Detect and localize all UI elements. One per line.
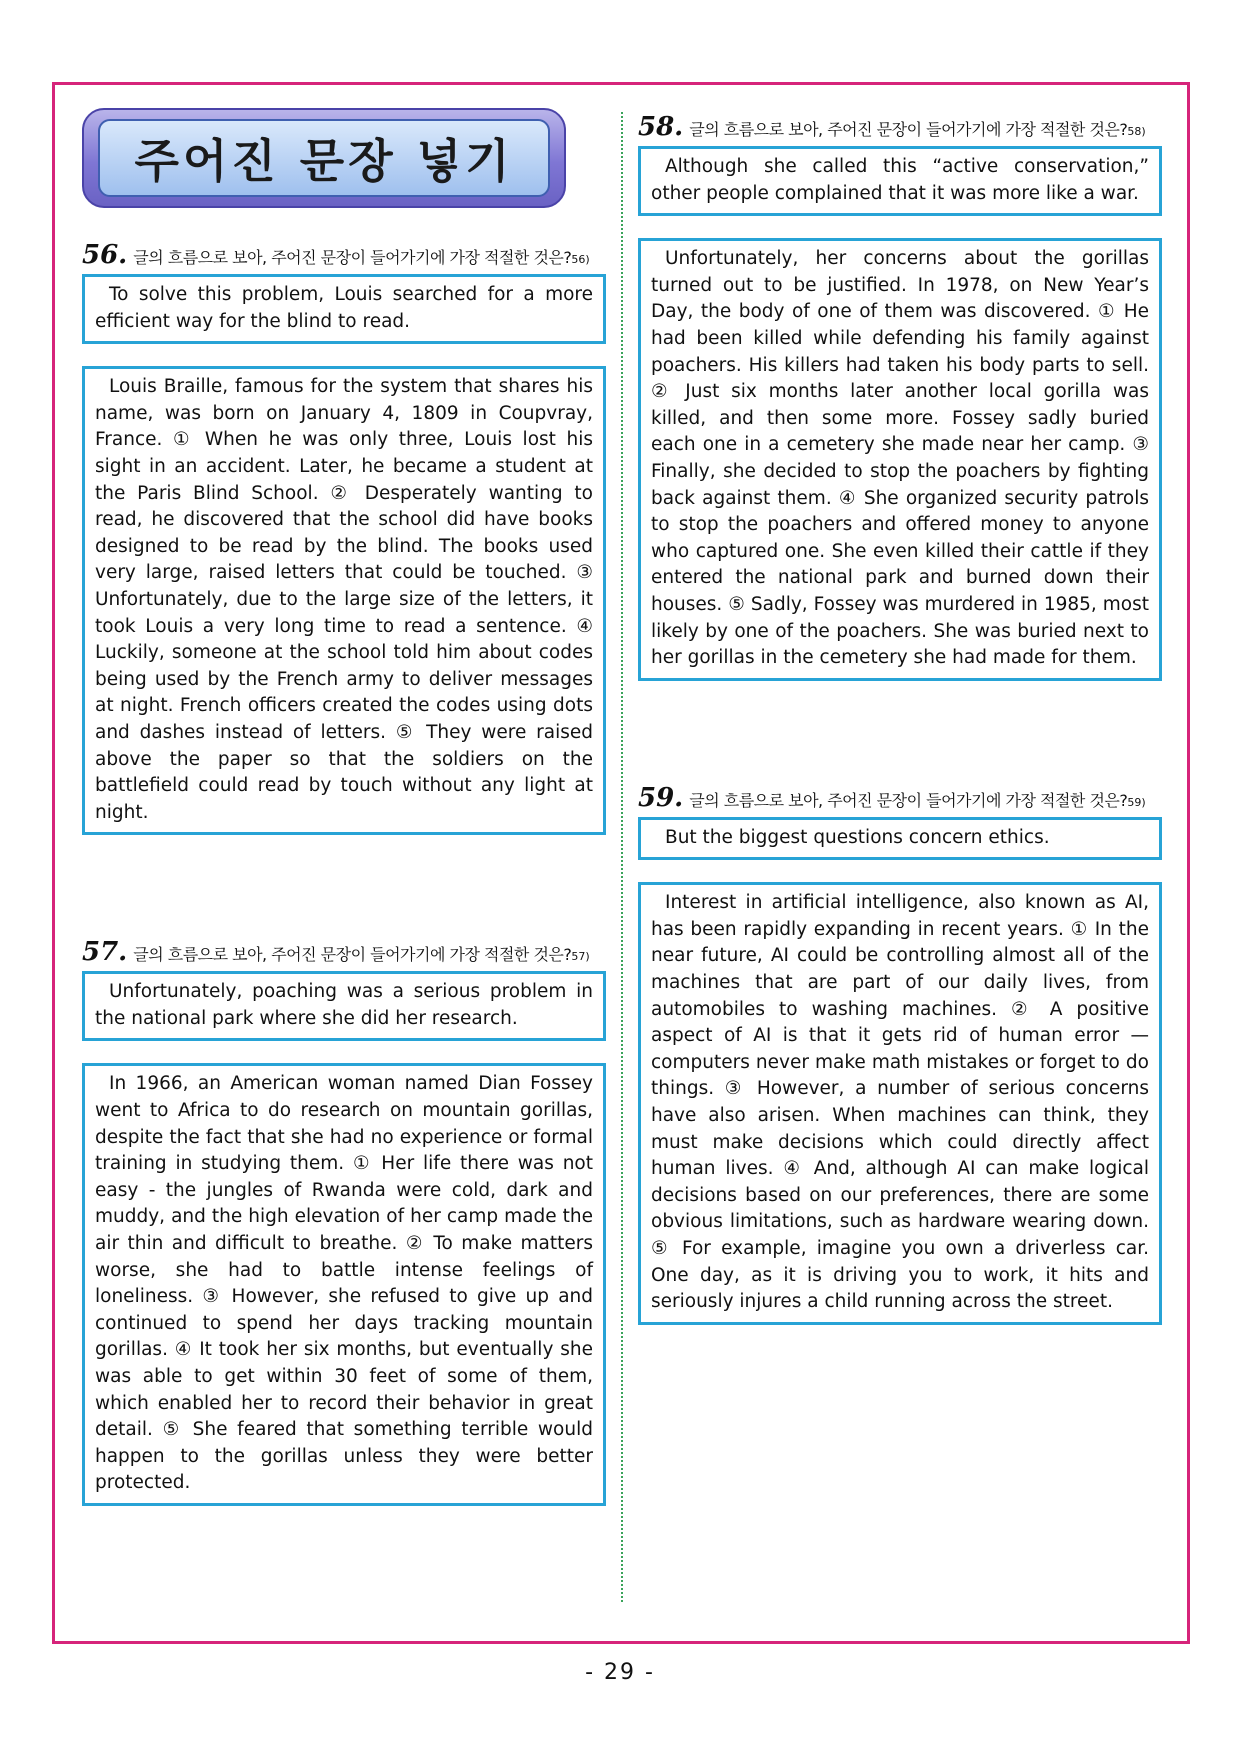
question-57 [82, 937, 606, 1506]
given-sentence-box: But the biggest questions concern ethics. [638, 817, 1162, 861]
section-title-badge [82, 108, 566, 208]
question-number: 57. [82, 937, 128, 968]
question-prompt: 글의 흐름으로 보아, 주어진 문장이 들어가기에 가장 적절한 것은? [133, 945, 572, 965]
question-prompt: 글의 흐름으로 보아, 주어진 문장이 들어가기에 가장 적절한 것은? [689, 790, 1128, 810]
given-sentence-box: Although she called this “active conservation,” other people complained that it was more like a war. [638, 146, 1162, 216]
question-prompt: 글의 흐름으로 보아, 주어진 문장이 들어가기에 가장 적절한 것은? [133, 248, 572, 267]
question-header [638, 783, 1162, 813]
question-number: 58. [638, 112, 684, 142]
question-footnote: 56) [571, 253, 590, 266]
left-column [82, 108, 606, 1506]
passage-box: Interest in artificial intelligence, also known as AI, has been rapidly expanding in recent years. ① In the near future, AI could be controlling almost all of the machines that are part of our daily lives, from automobiles to washing machines. ② A positive aspect of AI is that it gets rid of human error — computers never make math mistakes or forget to do things. ③ However, a number of serious concerns have also arisen. When machines can think, they must make decisions which could directly affect human lives. ④ And, although AI can make logical decisions based on our preferences, there are some obvious limitations, such as hardware wearing down. ⑤ For example, imagine you own a driverless car. One day, as it is driving you to work, it hits and seriously injures a child running across the street. [638, 882, 1162, 1325]
question-header [82, 240, 606, 270]
question-footnote: 57) [571, 950, 590, 964]
question-59 [638, 783, 1162, 1325]
passage-box: Louis Braille, famous for the system that shares his name, was born on January 4, 1809 in Coupvray, France. ① When he was only three, Louis lost his sight in an accident. Later, he became a student at the Paris Blind School. ② Desperately wanting to read, he discovered that the school did have books designed to be read by the blind. The books used very large, raised letters that could be touched. ③ Unfortunately, due to the large size of the letters, it took Louis a very long time to read a sentence. ④ Luckily, someone at the school told him about codes being used by the French army to deliver messages at night. French officers created the codes using dots and dashes instead of letters. ⑤ They were raised above the paper so that the soldiers on the battlefield could read by touch without any light at night. [82, 366, 606, 835]
right-column [638, 112, 1162, 1325]
question-58 [638, 112, 1162, 681]
question-header [638, 112, 1162, 142]
given-sentence-box: To solve this problem, Louis searched for a more efficient way for the blind to read. [82, 274, 606, 344]
question-footnote: 59) [1127, 795, 1146, 809]
given-sentence-box: Unfortunately, poaching was a serious problem in the national park where she did her research. [82, 971, 606, 1041]
passage-box: In 1966, an American woman named Dian Fossey went to Africa to do research on mountain gorillas, despite the fact that she had no experience or formal training in studying them. ① Her life there was not easy - the jungles of Rwanda were cold, dark and muddy, and the high elevation of her camp made the air thin and difficult to breathe. ② To make matters worse, she had to battle intense feelings of loneliness. ③ However, she refused to give up and continued to spend her days tracking mountain gorillas. ④ It took her six months, but eventually she was able to get within 30 feet of some of them, which enabled her to record their behavior in great detail. ⑤ She feared that something terrible would happen to the gorillas unless they were better protected. [82, 1063, 606, 1506]
question-prompt: 글의 흐름으로 보아, 주어진 문장이 들어가기에 가장 적절한 것은? [689, 120, 1128, 139]
page-number: - 29 - [585, 1660, 655, 1685]
question-header [82, 937, 606, 967]
question-number: 59. [638, 782, 684, 813]
question-footnote: 58) [1127, 125, 1146, 138]
passage-box: Unfortunately, her concerns about the gorillas turned out to be justified. In 1978, on New Year’s Day, the body of one of them was discovered. ① He had been killed while defending his family against poachers. His killers had taken his body parts to sell. ② Just six months later another local gorilla was killed, and then some more. Fossey sadly buried each one in a cemetery she made near her camp. ③ Finally, she decided to stop the poachers by fighting back against them. ④ She organized security patrols to stop the poachers and offered money to anyone who captured one. She even killed their cattle if they entered the national park and burned down their houses. ⑤ Sadly, Fossey was murdered in 1985, most likely by one of the poachers. She was buried next to her gorillas in the cemetery she had made for them. [638, 238, 1162, 681]
section-title: 주어진 문장 넣기 [134, 134, 514, 188]
question-56 [82, 240, 606, 835]
column-divider [621, 112, 623, 1602]
question-number: 56. [82, 240, 128, 270]
